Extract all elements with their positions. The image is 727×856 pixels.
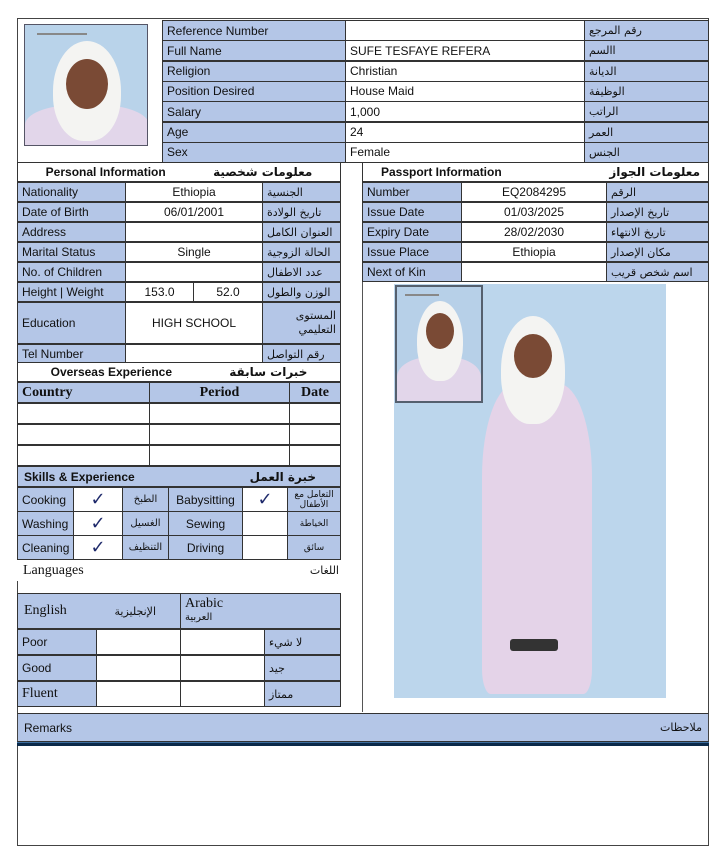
- personal-label-ar: الجنسية: [262, 182, 341, 202]
- header-value[interactable]: Christian: [345, 61, 585, 82]
- skill-checkbox[interactable]: ✓: [242, 487, 288, 512]
- passport-value[interactable]: 28/02/2030: [461, 222, 607, 242]
- passport-value[interactable]: [461, 262, 607, 282]
- skill-label-ar: الطبخ: [122, 487, 169, 512]
- passport-label: Issue Place: [362, 242, 462, 262]
- languages-title: [17, 560, 341, 581]
- skill-label: Cleaning: [17, 535, 74, 560]
- passport-value[interactable]: EQ2084295: [461, 182, 607, 202]
- tel-value[interactable]: [125, 344, 263, 364]
- portrait-photo: [24, 24, 148, 146]
- passport-label-ar: تاريخ الانتهاء: [606, 222, 709, 242]
- personal-label-ar: عدد الاطفال: [262, 262, 341, 282]
- skill-checkbox[interactable]: ✓: [73, 535, 123, 560]
- header-label: Salary: [162, 101, 346, 122]
- personal-title-ar: معلومات شخصية: [213, 165, 313, 179]
- personal-title-en: Personal Information: [45, 165, 166, 179]
- tel-label-ar: رقم التواصل: [262, 344, 341, 364]
- passport-label-ar: مكان الإصدار: [606, 242, 709, 262]
- languages-title-ar: اللغات: [309, 564, 339, 577]
- passport-title: [362, 162, 709, 182]
- header-label-ar: الوظيفة: [584, 81, 709, 102]
- header-label: Position Desired: [162, 81, 346, 102]
- header-value[interactable]: 24: [345, 122, 585, 143]
- language-level-label: Good: [17, 655, 97, 681]
- header-label: Religion: [162, 61, 346, 82]
- header-label: Reference Number: [162, 20, 346, 41]
- overseas-cell[interactable]: [289, 403, 341, 424]
- personal-value[interactable]: 06/01/2001: [125, 202, 263, 222]
- language-level-label-ar: جيد: [264, 655, 341, 681]
- overseas-title-en: Overseas Experience: [50, 365, 173, 379]
- personal-label: Address: [17, 222, 126, 242]
- overseas-cell[interactable]: [289, 424, 341, 445]
- english-level-cell[interactable]: [96, 655, 181, 681]
- skill-label-ar: الغسيل: [122, 511, 169, 536]
- passport-title-en: Passport Information: [381, 165, 502, 179]
- skill-checkbox[interactable]: ✓: [73, 487, 123, 512]
- passport-label-ar: اسم شخص قريب: [606, 262, 709, 282]
- languages-title-en: Languages: [23, 562, 84, 578]
- skill-label: Babysitting: [168, 487, 243, 512]
- overseas-cell[interactable]: [149, 403, 290, 424]
- passport-label-ar: تاريخ الإصدار: [606, 202, 709, 222]
- overseas-cell[interactable]: [149, 445, 290, 466]
- personal-label: Nationality: [17, 182, 126, 202]
- header-label-ar: الجنس: [584, 142, 709, 163]
- personal-value[interactable]: [125, 222, 263, 242]
- header-label-ar: رقم المرجع: [584, 20, 709, 41]
- passport-label: Next of Kin: [362, 262, 462, 282]
- skill-label-ar: التنظيف: [122, 535, 169, 560]
- arabic-header: [180, 593, 341, 629]
- passport-label: Number: [362, 182, 462, 202]
- passport-label: Expiry Date: [362, 222, 462, 242]
- header-label-ar: العمر: [584, 122, 709, 143]
- header-value[interactable]: 1,000: [345, 101, 585, 122]
- skill-label-ar: الخياطة: [287, 511, 341, 536]
- arabic-label-ar: العربية: [185, 612, 213, 623]
- tel-label: Tel Number: [17, 344, 126, 364]
- personal-label-ar: تاريخ الولادة: [262, 202, 341, 222]
- overseas-cell[interactable]: [289, 445, 341, 466]
- header-value[interactable]: SUFE TESFAYE REFERA: [345, 40, 585, 61]
- language-level-label-ar: لا شيء: [264, 629, 341, 655]
- language-level-label: Fluent: [17, 681, 97, 707]
- personal-title: [17, 162, 341, 182]
- remarks-label-ar: ملاحظات: [660, 721, 702, 734]
- header-label-ar: االسم: [584, 40, 709, 61]
- arabic-label: Arabic: [185, 596, 224, 611]
- english-header: [17, 593, 181, 629]
- passport-label-ar: الرقم: [606, 182, 709, 202]
- overseas-cell[interactable]: [17, 424, 150, 445]
- passport-value[interactable]: Ethiopia: [461, 242, 607, 262]
- overseas-title-ar: خبرات سابقة: [229, 365, 308, 379]
- skill-checkbox[interactable]: [242, 535, 288, 560]
- remarks-label: Remarks: [24, 720, 73, 735]
- education-label: Education: [17, 302, 126, 344]
- overseas-cell[interactable]: [17, 403, 150, 424]
- personal-value[interactable]: Single: [125, 242, 263, 262]
- skill-label-ar: سائق: [287, 535, 341, 560]
- height-value[interactable]: 153.0: [125, 282, 194, 302]
- remarks-header: [17, 713, 709, 742]
- skill-label: Sewing: [168, 511, 243, 536]
- remarks-field[interactable]: [17, 746, 709, 846]
- skill-label: Cooking: [17, 487, 74, 512]
- overseas-title: [17, 362, 341, 382]
- education-value[interactable]: HIGH SCHOOL: [125, 302, 263, 344]
- overseas-col-header: Period: [149, 382, 290, 403]
- skill-label: Driving: [168, 535, 243, 560]
- language-level-label: Poor: [17, 629, 97, 655]
- personal-label: No. of Children: [17, 262, 126, 282]
- personal-value[interactable]: [125, 262, 263, 282]
- personal-label-ar: الحالة الزوجية: [262, 242, 341, 262]
- header-value[interactable]: Female: [345, 142, 585, 163]
- header-label-ar: الراتب: [584, 101, 709, 122]
- arabic-level-cell[interactable]: [180, 655, 265, 681]
- inset-portrait-photo: [395, 285, 483, 403]
- language-level-label-ar: ممتاز: [264, 681, 341, 707]
- height-weight-label: Height | Weight: [17, 282, 126, 302]
- weight-value[interactable]: 52.0: [193, 282, 263, 302]
- personal-value[interactable]: Ethiopia: [125, 182, 263, 202]
- english-label: English: [24, 603, 67, 618]
- header-label-ar: الديانة: [584, 61, 709, 82]
- passport-label: Issue Date: [362, 202, 462, 222]
- skill-label-ar: التعامل مع الأطفال: [287, 487, 341, 512]
- header-label: Sex: [162, 142, 346, 163]
- header-value[interactable]: [345, 20, 585, 41]
- overseas-col-header: Date: [289, 382, 341, 403]
- personal-label: Date of Birth: [17, 202, 126, 222]
- skills-title: [17, 466, 341, 487]
- height-weight-label-ar: الوزن والطول: [262, 282, 341, 302]
- english-level-cell[interactable]: [96, 629, 181, 655]
- education-label-ar: المستوى التعليمي: [262, 302, 341, 344]
- skill-label: Washing: [17, 511, 74, 536]
- skill-checkbox[interactable]: ✓: [73, 511, 123, 536]
- header-label: Full Name: [162, 40, 346, 61]
- overseas-cell[interactable]: [17, 445, 150, 466]
- skill-checkbox[interactable]: [242, 511, 288, 536]
- skills-title-ar: خبرة العمل: [249, 469, 316, 484]
- header-label: Age: [162, 122, 346, 143]
- arabic-level-cell[interactable]: [180, 629, 265, 655]
- passport-title-ar: معلومات الجواز: [609, 165, 700, 179]
- personal-label: Marital Status: [17, 242, 126, 262]
- passport-value[interactable]: 01/03/2025: [461, 202, 607, 222]
- personal-label-ar: العنوان الكامل: [262, 222, 341, 242]
- english-level-cell[interactable]: [96, 681, 181, 707]
- english-label-ar: الإنجليزية: [114, 604, 156, 618]
- overseas-col-header: Country: [17, 382, 150, 403]
- arabic-level-cell[interactable]: [180, 681, 265, 707]
- skills-title-en: Skills & Experience: [24, 469, 135, 484]
- overseas-cell[interactable]: [149, 424, 290, 445]
- header-value[interactable]: House Maid: [345, 81, 585, 102]
